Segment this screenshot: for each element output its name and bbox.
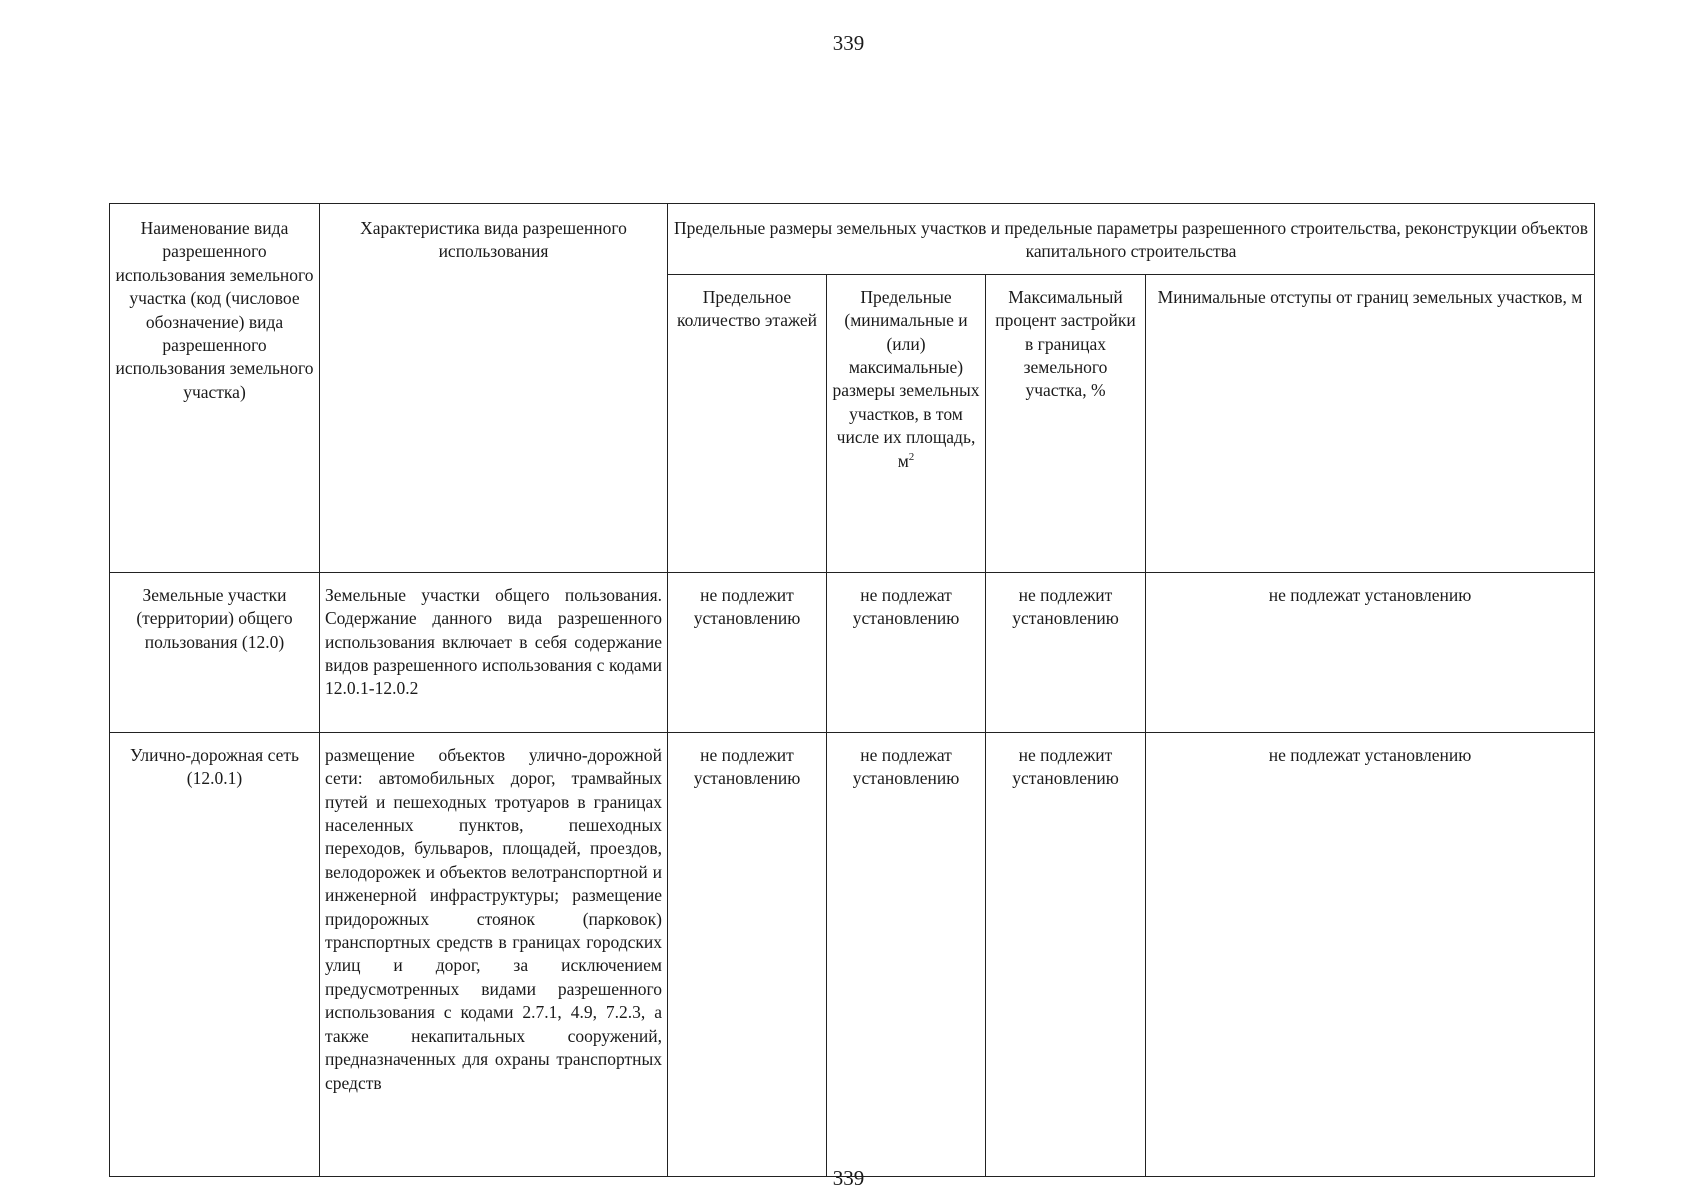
header-cell-characteristic: Характеристика вида разрешенного использования <box>320 204 668 573</box>
header-cell-setbacks: Минимальные отступы от границ земельных участков, м <box>1146 274 1595 572</box>
zoning-regulations-table <box>109 203 1595 1177</box>
table-row <box>110 732 1595 1176</box>
page-number-bottom: 339 <box>832 1166 865 1190</box>
row-2-setbacks: не подлежат установлению <box>1146 732 1595 1176</box>
row-1-characteristic: Земельные участки общего пользования. Содержание данного вида разрешенного использования включает в себя содержание видов разрешенного использования с кодами 12.0.1-12.0.2 <box>320 572 668 732</box>
row-1-name: Земельные участки (территории) общего пользования (12.0) <box>110 572 320 732</box>
header-cell-name: Наименование вида разрешенного использования земельного участка (код (числовое обозначение) вида разрешенного использования земельного участка) <box>110 204 320 573</box>
table-header-row <box>110 204 1595 275</box>
row-1-coverage: не подлежит установлению <box>986 572 1146 732</box>
table-row <box>110 572 1595 732</box>
row-2-name: Улично-дорожная сеть (12.0.1) <box>110 732 320 1176</box>
header-sizes-text: Предельные (минимальные и (или) максимальные) размеры земельных участков, в том числе их площадь, м <box>832 286 980 471</box>
header-cell-sizes <box>827 274 986 572</box>
row-2-coverage: не подлежит установлению <box>986 732 1146 1176</box>
row-1-floors: не подлежит установлению <box>668 572 827 732</box>
header-sizes-superscript: 2 <box>908 450 915 463</box>
row-2-sizes: не подлежат установлению <box>827 732 986 1176</box>
row-1-setbacks: не подлежат установлению <box>1146 572 1595 732</box>
page-number-top: 339 <box>832 31 865 55</box>
row-1-sizes: не подлежат установлению <box>827 572 986 732</box>
row-2-floors: не подлежит установлению <box>668 732 827 1176</box>
row-2-characteristic: размещение объектов улично-дорожной сети: автомобильных дорог, трамвайных путей и пешеходных тротуаров в границах населенных пунктов, пешеходных переходов, бульваров, площадей, проездов, велодорожек и объектов велотранспортной и инженерной инфраструктуры; размещение придорожных стоянок (парковок) транспортных средств в границах городских улиц и дорог, за исключением предусмотренных видами разрешенного использования с кодами 2.7.1, 4.9, 7.2.3, а также некапитальных сооружений, предназначенных для охраны транспортных средств <box>320 732 668 1176</box>
header-cell-limits: Предельные размеры земельных участков и предельные параметры разрешенного строительства, реконструкции объектов капитального строительства <box>668 204 1595 275</box>
header-cell-floors: Предельное количество этажей <box>668 274 827 572</box>
header-cell-coverage: Максимальный процент застройки в границах земельного участка, % <box>986 274 1146 572</box>
